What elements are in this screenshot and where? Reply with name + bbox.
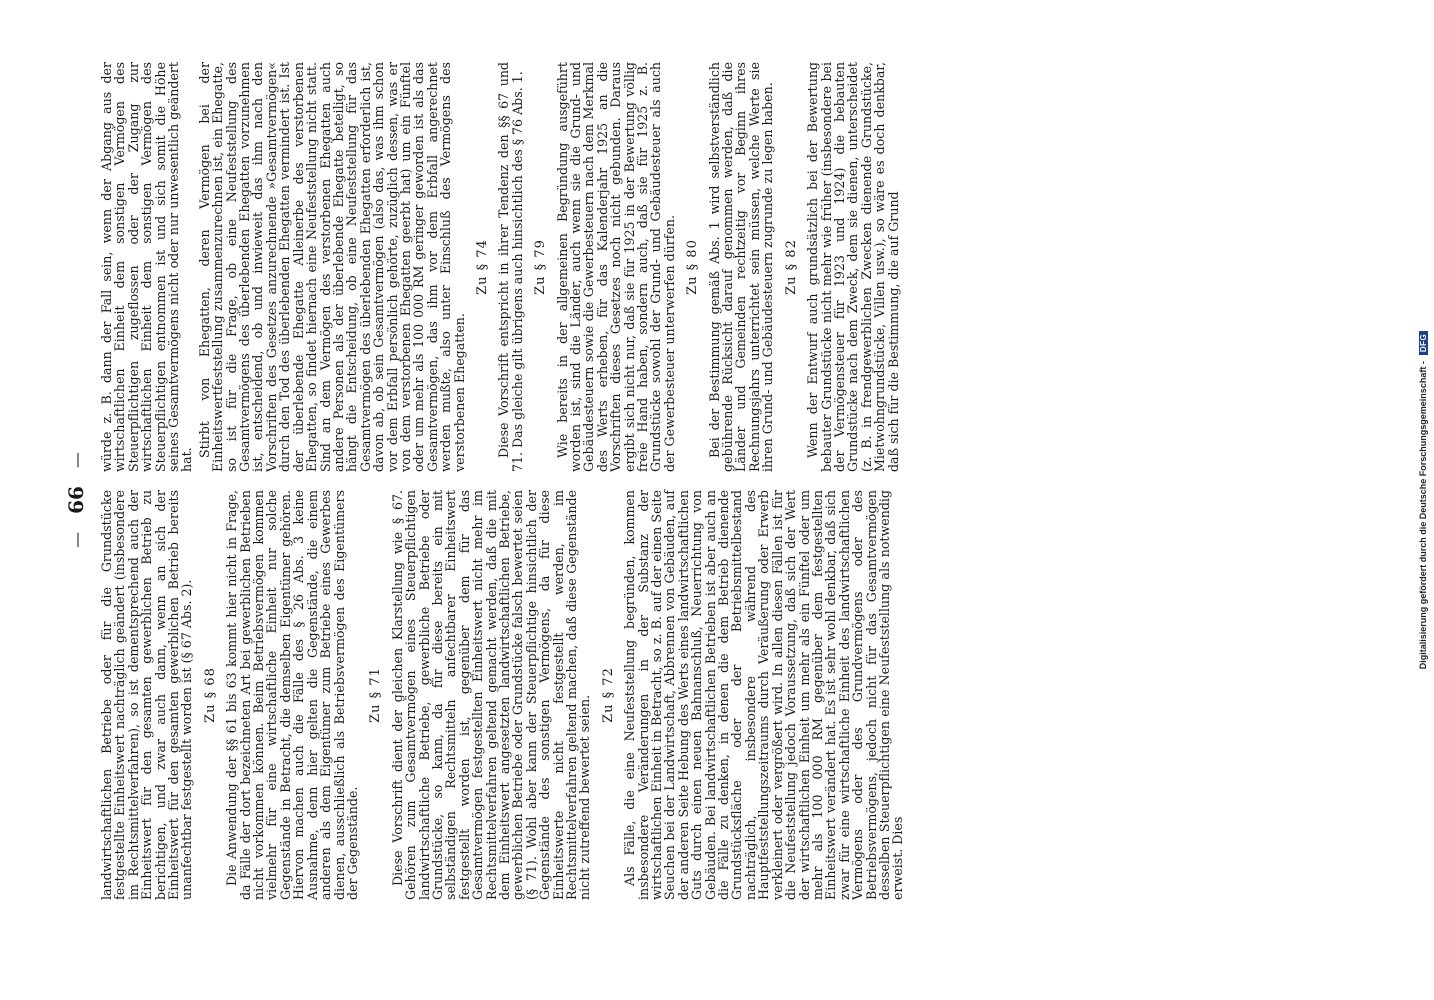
page-number: 66 (64, 486, 88, 514)
header-dash-right: — (66, 452, 86, 469)
header-dash-left: — (66, 531, 86, 548)
left-column (100, 490, 909, 900)
paragraph: Als Fälle, die eine Neufeststellung begründen, kommen insbesondere Veränderungen in der Substanz der wirtschaftlichen Einheit in Betracht, so z. B. auf der einen Seite Seuchen bei der Landwirtschaft, Abbrennen von Gebäuden, auf der anderen Seite Hebung des Werts eines landwirtschaftlichen Guts durch einen neuen Bahnanschluß, Neuerrichtung von Gebäuden. Bei landwirtschaftlichen Betrieben ist aber auch an die Fälle zu denken, in denen die dem Betrieb dienende Grundstücksfläche oder der Betriebsmittelbestand nachträglich, insbesondere während des Hauptfeststellungszeitraums durch Veräußerung oder Erwerb verkleinert oder vergrößert wird. In allen diesen Fällen ist für die Neufeststellung jedoch Voraussetzung, daß sich der Wert der wirtschaftlichen Einheit um mehr als ein Fünftel oder um mehr als 100 000 RM gegenüber dem festgestellten Einheitswert verändert hat. Es ist sehr wohl denkbar, daß sich zwar für eine wirtschaftliche Einheit des landwirtschaftlichen Vermögens oder des Grundvermögens oder des Betriebsvermögens, jedoch nicht für das Gesamtvermögen desselben Steuerpflichtigen eine Neufeststellung als notwendig erweist. Dies (622, 490, 906, 900)
paragraph: landwirtschaftlichen Betriebe oder für die Grundstücke festgestellte Einheitswert nachträglich geändert (insbesondere im Rechtsmittelverfahren), so ist dementsprechend auch der Einheitswert für den gesamten gewerblichen Betrieb zu berichtigen, und zwar auch dann, wenn an sich der Einheitswert für den gesamten gewerblichen Betrieb bereits unanfechtbar festgestellt worden ist (§ 67 Abs. 2). (99, 490, 195, 900)
digitization-credit (1418, 0, 1428, 1000)
right-column (100, 62, 904, 472)
paragraph: Diese Vorschrift entspricht in ihrer Tendenz den §§ 67 und 71. Das gleiche gilt übrigens auch hinsichtlich des § 76 Abs. 1. (496, 62, 525, 472)
credit-text: Digitalisierung gefördert durch die Deutsche Forschungsgemeinschaft - (1418, 361, 1428, 670)
section-heading-80: Zu § 80 (685, 239, 701, 295)
paragraph: würde z. B. dann der Fall sein, wenn der Abgang aus der wirtschaftlichen Einheit dem sonstigen Vermögen des Steuerpflichtigen zugeflossen oder der Zugang zur wirtschaftlichen Einheit dem sonstigen Vermögen des Steuerpflichtigen entnommen ist und sich somit die Höhe seines Gesamtvermögens nicht oder nur unwesentlich geändert hat. (99, 62, 195, 472)
paragraph: Wie bereits in der allgemeinen Begründung ausgeführt worden ist, sind die Länder, auch wenn sie die Grund- und Gebäudesteuern sowie die Gewerbesteuern nach dem Merkmal des Werts erheben, für das Kalenderjahr 1925 an die Vorschriften dieses Gesetzes noch nicht gebunden. Daraus ergibt sich nicht nur, daß sie für 1925 in der Bewertung völlig freie Hand haben, sondern auch, daß sie für 1925 z. B. Grundstücke sowohl der Grund- und Gebäudesteuer als auch der Gewerbesteuer unterwerfen dürfen. (554, 62, 677, 472)
page-header (64, 0, 88, 1000)
section-heading-68: Zu § 68 (202, 667, 218, 723)
section-heading-71: Zu § 71 (368, 667, 384, 723)
paragraph: Wenn der Entwurf auch grundsätzlich bei der Bewertung bebauter Grundstücke nicht mehr wie früher (insbesondere bei der Vermögensteuer für 1923 und 1924) die bebauten Grundstücke nach dem Zweck, dem sie dienen, unterscheidet (z. B. in frendgewerblichen Zwecken dienende Grundstücke, Mietwohngrundstücke, Villen usw.), so wäre es doch denkbar, daß sich für die Bestimmung, die auf Grund (805, 62, 901, 472)
section-heading-79: Zu § 79 (533, 239, 549, 295)
section-heading-82: Zu § 82 (783, 239, 799, 295)
paragraph: Die Anwendung der §§ 61 bis 63 kommt hier nicht in Frage, da Fälle der dort bezeichneten Art bei gewerblichen Betrieben nicht vorkommen können. Beim Betriebsvermögen kommen vielmehr für eine wirtschaftliche Einheit nur solche Gegenstände in Betracht, die demselben Eigentümer gehören. Hiervon machen auch die Fälle des § 26 Abs. 3 keine Ausnahme, denn hier gelten die Gegenstände, die einem anderen als dem Eigentümer zum Betriebe eines Gewerbes dienen, ausschließlich als Betriebsvermögen des Eigentümers der Gegenstände. (224, 490, 360, 900)
paragraph: Stirbt von Ehegatten, deren Vermögen bei der Einheitswertfeststellung zusammenzurechnen ist, ein Ehegatte, so ist für die Frage, ob eine Neufeststellung des Gesamtvermögens des überlebenden Ehegatten vorzunehmen ist, entscheidend, ob und inwieweit das ihm nach den Vorschriften des Gesetzes anzurechnende »Gesamtvermögen« durch den Tod des überlebenden Ehegatten vermindert ist. Ist der überlebende Ehegatte Alleinerbe des verstorbenen Ehegatten, so findet hiernach eine Neufeststellung nicht statt. Sind an dem Vermögen des verstorbenen Ehegatten auch andere Personen als der überlebende Ehegatte beteiligt, so hängt die Entscheidung, ob eine Neufeststellung für das Gesamtvermögen des überlebenden Ehegatten erforderlich ist, davon ab, ob sein Gesamtvermögen (also das, was ihm schon vor dem Erbfall persönlich gehörte, zuzüglich dessen, was er von dem verstorbenen Ehegatten geerbt hat) um ein Fünftel oder um mehr als 100 000 RM geringer geworden ist als das Gesamtvermögen, das ihm vor dem Erbfall angerechnet werden mußte, also unter Einschluß des Vermögens des verstorbenen Ehegatten. (196, 62, 467, 472)
section-heading-72: Zu § 72 (600, 667, 616, 723)
dfg-logo: DFG (1419, 331, 1428, 355)
paragraph: Bei der Bestimmung gemäß Abs. 1 wird selbstverständlich gebührende Rücksicht darauf genommen werden, daß die Länder und Gemeinden rechtzeitig vor Beginn ihres Rechnungsjahrs unterrichtet sein müssen, welche Werte sie ihren Grund- und Gebäudesteuern zugrunde zu legen haben. (706, 62, 776, 472)
paragraph: Diese Vorschrift dient der gleichen Klarstellung wie § 67. Gehören zum Gesamtvermögen eines Steuerpflichtigen landwirtschaftliche Betriebe, gewerbliche Betriebe oder Grundstücke, so kann, da für diese bereits ein mit selbständigen Rechtsmitteln anfechtbarer Einheitswert festgestellt worden ist, gegenüber dem für das Gesamtvermögen festgestellten Einheitswert nicht mehr im Rechtsmittelverfahren geltend gemacht werden, daß die mit dem Einheitswert angesetzten landwirtschaftlichen Betriebe, gewerblichen Betriebe oder Grundstücke falsch bewertet seien (§ 71). Wohl aber kann der Steuerpflichtige hinsichtlich der Gegenstände des sonstigen Vermögens, da für diese Einheitswerte nicht festgestellt werden, im Rechtsmittelverfahren geltend machen, daß diese Gegenstände nicht zutreffend bewertet seien. (389, 490, 593, 900)
section-heading-74: Zu § 74 (474, 239, 490, 295)
